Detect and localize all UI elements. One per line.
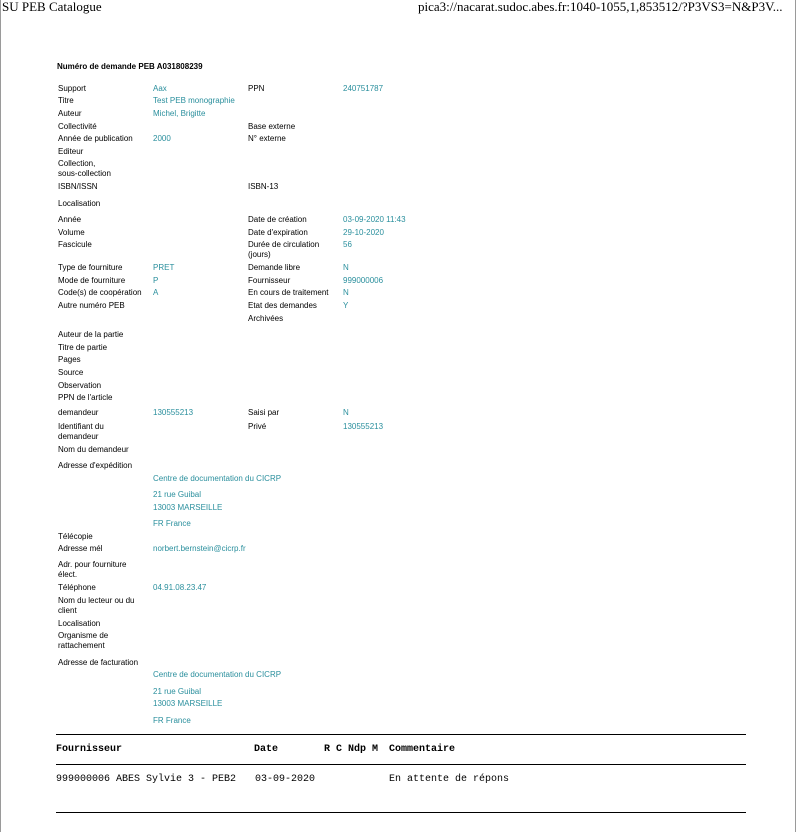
label-observation: Observation xyxy=(58,381,102,390)
value-date-expiration: 29-10-2020 xyxy=(343,228,384,237)
label-demandeur: demandeur xyxy=(58,408,99,417)
label-nom-lecteur-client: client xyxy=(58,606,77,615)
value-titre: Test PEB monographie xyxy=(153,96,235,105)
value-auteur: Michel, Brigitte xyxy=(153,109,206,118)
label-support: Support xyxy=(58,84,87,93)
label-localisation-2: Localisation xyxy=(58,619,101,628)
label-annee: Année xyxy=(58,215,82,224)
label-source: Source xyxy=(58,368,84,377)
expedition-address-name: Centre de documentation du CICRP xyxy=(153,474,282,483)
billing-address-street: 21 rue Guibal xyxy=(153,687,202,696)
label-sous-collection: sous-collection xyxy=(58,169,111,178)
col-header-commentaire: Commentaire xyxy=(389,744,456,755)
row-fournisseur: 999000006 ABES Sylvie 3 - PEB2 xyxy=(56,774,237,785)
label-titre-partie: Titre de partie xyxy=(58,343,108,352)
expedition-address-street: 21 rue Guibal xyxy=(153,490,202,499)
label-fascicule: Fascicule xyxy=(58,240,92,249)
label-organisme-rattachement: rattachement xyxy=(58,641,105,650)
label-adr-fourniture: Adr. pour fourniture xyxy=(58,560,127,569)
print-header-url: pica3://nacarat.sudoc.abes.fr:1040-1055,1,853512/?P3VS3=N&P3V... xyxy=(418,0,783,14)
col-header-fournisseur: Fournisseur xyxy=(56,744,123,755)
label-auteur-partie: Auteur de la partie xyxy=(58,330,124,339)
table-bottom-rule xyxy=(56,812,746,813)
label-n-externe: N° externe xyxy=(248,134,286,143)
value-date-creation: 03-09-2020 11:43 xyxy=(343,215,406,224)
value-telephone: 04.91.08.23.47 xyxy=(153,583,207,592)
label-mode-fourniture: Mode de fourniture xyxy=(58,276,126,285)
billing-address-country: FR France xyxy=(153,716,191,725)
label-demande-libre: Demande libre xyxy=(248,263,301,272)
table-top-rule xyxy=(56,734,746,735)
label-adresse-facturation: Adresse de facturation xyxy=(58,658,139,667)
label-archivees: Archivées xyxy=(248,314,284,323)
value-saisi-par: N xyxy=(343,408,349,417)
label-telecopie: Télécopie xyxy=(58,532,93,541)
col-header-date: Date xyxy=(254,744,279,755)
label-base-externe: Base externe xyxy=(248,122,296,131)
label-collection: Collection, xyxy=(58,159,96,168)
label-adresse-mel: Adresse mél xyxy=(58,544,103,553)
label-localisation: Localisation xyxy=(58,199,101,208)
label-date-creation: Date de création xyxy=(248,215,307,224)
label-identifiant: Identifiant du xyxy=(58,422,104,431)
value-annee-publication: 2000 xyxy=(153,134,171,143)
label-annee-publication: Année de publication xyxy=(58,134,133,143)
label-type-fourniture: Type de fourniture xyxy=(58,263,123,272)
expedition-address-country: FR France xyxy=(153,519,191,528)
value-demandeur: 130555213 xyxy=(153,408,194,417)
label-pages: Pages xyxy=(58,355,81,364)
label-adresse-expedition: Adresse d'expédition xyxy=(58,461,133,470)
value-adresse-mel: norbert.bernstein@cicrp.fr xyxy=(153,544,246,553)
label-collectivite: Collectivité xyxy=(58,122,97,131)
request-number-title: Numéro de demande PEB A031808239 xyxy=(57,62,203,71)
label-codes-cooperation: Code(s) de coopération xyxy=(58,288,142,297)
label-duree-circulation: Durée de circulation xyxy=(248,240,320,249)
label-date-expiration: Date d'expiration xyxy=(248,228,308,237)
label-editeur: Editeur xyxy=(58,147,84,156)
label-etat-demandes: Etat des demandes xyxy=(248,301,317,310)
value-demande-libre: N xyxy=(343,263,349,272)
table-header-rule xyxy=(56,764,746,765)
billing-address-city: 13003 MARSEILLE xyxy=(153,699,223,708)
label-volume: Volume xyxy=(58,228,85,237)
label-autre-numero-peb: Autre numéro PEB xyxy=(58,301,125,310)
label-duree-jours: (jours) xyxy=(248,250,271,259)
label-adr-fourniture-elect: élect. xyxy=(58,570,78,579)
print-header-title: SU PEB Catalogue xyxy=(2,0,102,14)
value-etat-demandes: Y xyxy=(343,301,349,310)
value-duree-circulation: 56 xyxy=(343,240,352,249)
value-fournisseur: 999000006 xyxy=(343,276,384,285)
label-en-cours: En cours de traitement xyxy=(248,288,329,297)
label-saisi-par: Saisi par xyxy=(248,408,280,417)
label-organisme: Organisme de xyxy=(58,631,109,640)
row-commentaire: En attente de répons xyxy=(389,774,510,785)
label-telephone: Téléphone xyxy=(58,583,96,592)
label-identifiant-demandeur: demandeur xyxy=(58,432,99,441)
col-header-flags: R C Ndp M xyxy=(324,744,379,755)
expedition-address-city: 13003 MARSEILLE xyxy=(153,503,223,512)
value-mode-fourniture: P xyxy=(153,276,159,285)
value-codes-cooperation: A xyxy=(153,288,159,297)
label-ppn-article: PPN de l'article xyxy=(58,393,113,402)
value-prive: 130555213 xyxy=(343,422,384,431)
value-type-fourniture: PRET xyxy=(153,263,175,272)
billing-address-name: Centre de documentation du CICRP xyxy=(153,670,282,679)
value-en-cours: N xyxy=(343,288,349,297)
value-support: Aax xyxy=(153,84,167,93)
value-ppn: 240751787 xyxy=(343,84,384,93)
row-date: 03-09-2020 xyxy=(255,774,316,785)
label-isbn-issn: ISBN/ISSN xyxy=(58,182,98,191)
label-auteur: Auteur xyxy=(58,109,82,118)
label-prive: Privé xyxy=(248,422,267,431)
label-ppn: PPN xyxy=(248,84,265,93)
label-nom-lecteur: Nom du lecteur ou du xyxy=(58,596,135,605)
label-titre: Titre xyxy=(58,96,74,105)
label-isbn-13: ISBN-13 xyxy=(248,182,279,191)
label-nom-demandeur: Nom du demandeur xyxy=(58,445,129,454)
label-fournisseur: Fournisseur xyxy=(248,276,291,285)
